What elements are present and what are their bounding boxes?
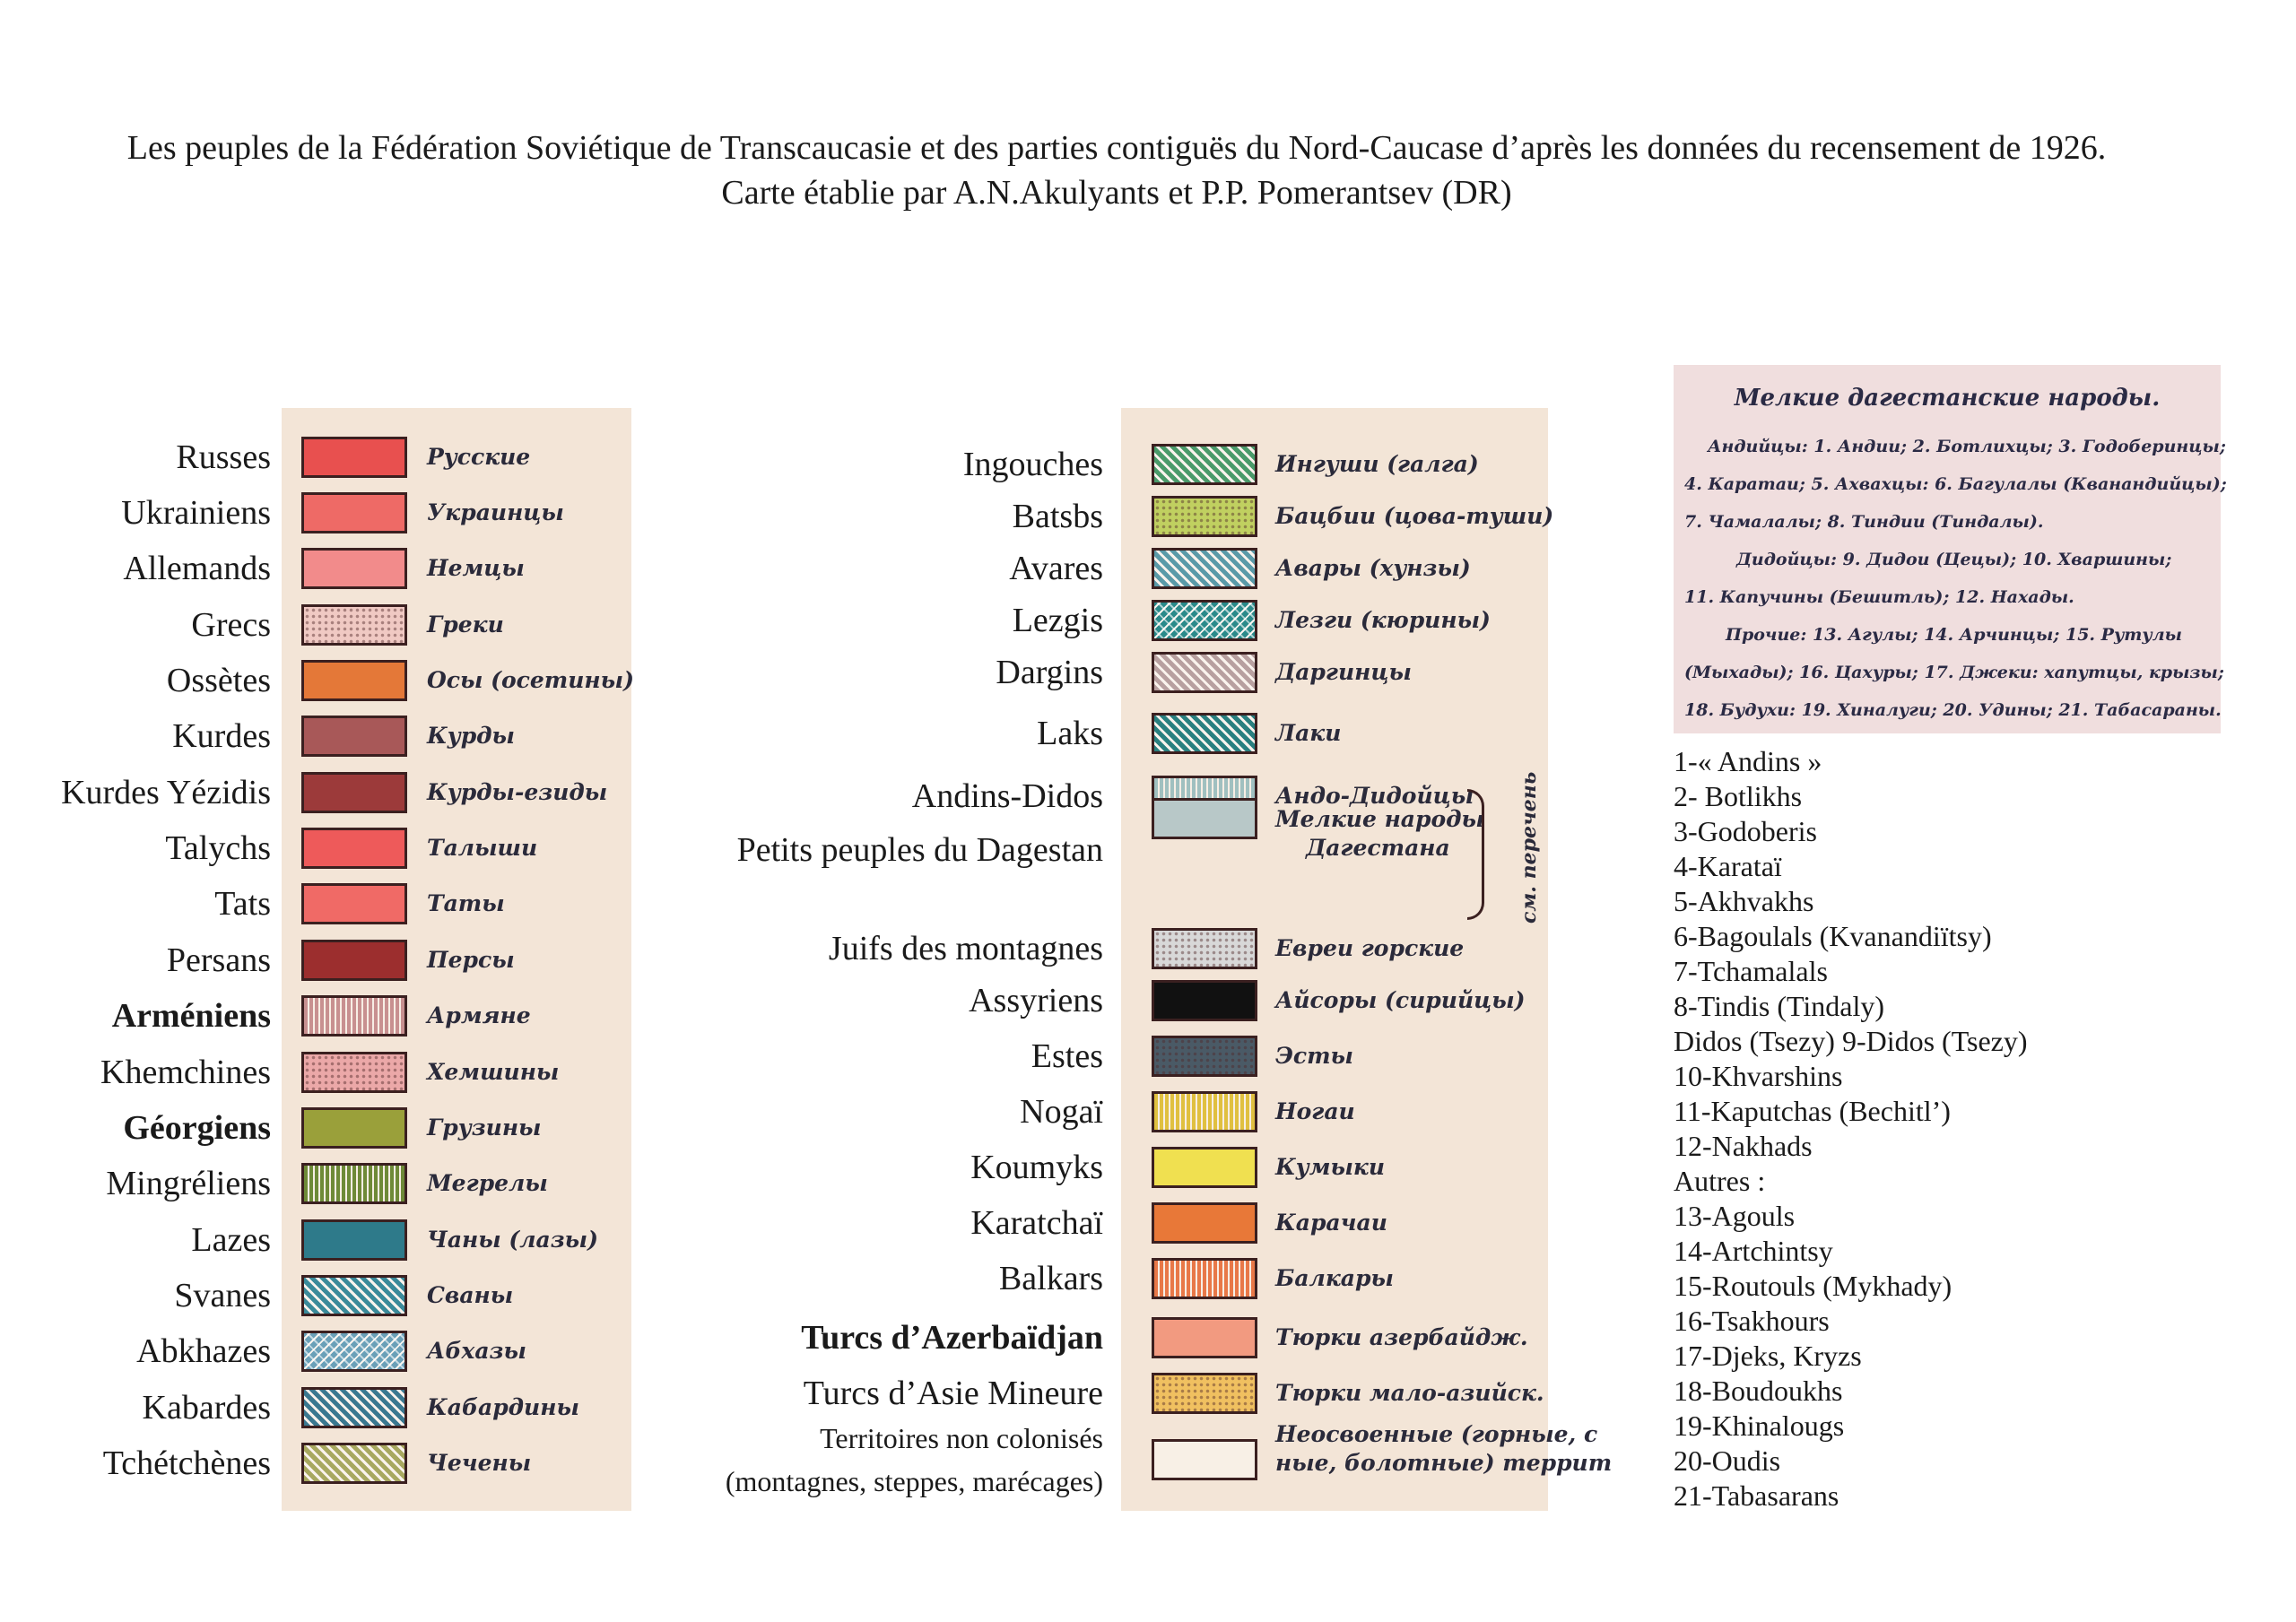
legend-label-ru: Карачаи (1275, 1210, 1387, 1236)
legend-label-fr: Arméniens (111, 997, 271, 1035)
legend-label-fr: Khemchines (100, 1054, 271, 1091)
legend-label-fr: Ukrainiens (121, 494, 271, 532)
color-swatch (1152, 652, 1257, 693)
list-item: 8-Tindis (Tindaly) (1674, 990, 1885, 1022)
map-title (0, 126, 2233, 215)
legend-label-fr: Assyriens (969, 982, 1103, 1019)
dagestan-line: (Мыхады); 16. Цахуры; 17. Джеки: хапутцы, крызы; (1684, 663, 2224, 682)
legend-label-ru: Неосвоенные (горные, с (1275, 1421, 1598, 1447)
legend-label-ru: Чечены (427, 1450, 532, 1476)
legend-label-fr: Lazes (191, 1221, 271, 1259)
list-item: 2- Botlikhs (1674, 780, 1803, 812)
legend-label-ru: Даргинцы (1275, 659, 1412, 685)
list-item: 12-Nakhads (1674, 1130, 1813, 1162)
list-item: 13-Agouls (1674, 1200, 1796, 1232)
legend-label-ru: Лезги (кюрины) (1275, 607, 1491, 633)
legend-label-ru: Ногаи (1275, 1098, 1355, 1124)
legend-label-fr: (montagnes, steppes, marécages) (725, 1465, 1103, 1497)
color-swatch (1152, 980, 1257, 1021)
legend-label-ru: Абхазы (427, 1338, 526, 1364)
color-swatch (1152, 548, 1257, 589)
legend-label-ru: Грузины (427, 1115, 542, 1141)
dagestan-line: 7. Чамалалы; 8. Тиндии (Тиндалы). (1684, 512, 2044, 532)
dagestan-line: Дидойцы: 9. Дидои (Цецы); 10. Хваршины; (1736, 550, 2172, 569)
legend-label-ru: ные, болотные) террит (1275, 1450, 1613, 1476)
legend-label-ru: Русские (427, 444, 531, 470)
color-swatch (301, 883, 407, 924)
legend-label-fr: Laks (1037, 715, 1103, 752)
dagestan-line: 4. Каратаи; 5. Ахвахцы: 6. Багулалы (Кванандийцы); (1684, 474, 2227, 494)
color-swatch (1152, 1091, 1257, 1132)
legend-label-fr: Balkars (998, 1260, 1103, 1297)
dagestan-peoples-list (1674, 744, 2028, 1514)
legend-label-ru: Бацбии (цова-туши) (1275, 503, 1554, 529)
brace-note: см. перечень (1518, 771, 1541, 924)
legend-label-fr: Kurdes Yézidis (61, 774, 271, 811)
legend-label-fr: Andins-Didos (911, 777, 1103, 815)
legend-label-ru: Айсоры (сирийцы) (1275, 987, 1526, 1013)
legend-label-fr: Juifs des montagnes (828, 930, 1103, 967)
color-swatch (1152, 444, 1257, 485)
legend-label-ru: Эсты (1275, 1043, 1353, 1069)
list-item: 5-Akhvakhs (1674, 885, 1814, 917)
legend-label-ru: Тюрки азербайдж. (1275, 1324, 1528, 1350)
list-item: 17-Djeks, Kryzs (1674, 1340, 1862, 1372)
color-swatch (1152, 1147, 1257, 1188)
legend-label-ru: Хемшины (427, 1059, 560, 1085)
legend-label-fr: Allemands (123, 550, 271, 587)
legend-label-ru: Балкары (1275, 1265, 1394, 1291)
legend-label-ru: Чаны (лазы) (427, 1227, 598, 1253)
list-item: Didos (Tsezy) 9-Didos (Tsezy) (1674, 1025, 2028, 1057)
legend-label-ru: Лаки (1275, 720, 1342, 746)
legend-label-fr: Batsbs (1012, 498, 1103, 535)
legend-label-ru: Дагестана (1306, 835, 1450, 861)
legend-label-ru: Курды-езиды (427, 779, 608, 805)
legend-label-ru: Осы (осетины) (427, 667, 634, 693)
legend-label-ru: Мегрелы (427, 1170, 548, 1196)
color-swatch (1152, 496, 1257, 537)
legend-label-fr: Karatchaï (970, 1204, 1103, 1242)
legend-label-fr: Tats (214, 885, 271, 923)
dagestan-line: 11. Капучины (Бешитль); 12. Нахады. (1684, 587, 2074, 607)
color-swatch (1152, 713, 1257, 754)
legend-label-ru: Армяне (427, 1002, 531, 1028)
legend-label-fr: Lezgis (1012, 602, 1103, 639)
title-line-1: Les peuples de la Fédération Soviétique de Transcaucasie et des parties contiguës du Nord-Caucase d’après les données du recensement de 1926. (126, 129, 2107, 167)
legend-label-ru: Мелкие народы (1275, 806, 1484, 832)
dagestan-note-panel (1674, 365, 2227, 733)
list-item: 18-Boudoukhs (1674, 1375, 1843, 1407)
color-swatch (1152, 600, 1257, 641)
color-swatch (1152, 1202, 1257, 1244)
legend-label-fr: Turcs d’Azerbaïdjan (801, 1319, 1103, 1357)
legend-label-fr: Talychs (165, 829, 271, 867)
legend-label-ru: Греки (427, 612, 504, 638)
legend-label-fr: Turcs d’Asie Mineure (803, 1375, 1103, 1412)
list-item: 4-Karataï (1674, 850, 1782, 882)
legend-label-ru: Сваны (427, 1282, 514, 1308)
legend-label-fr: Ossètes (166, 662, 271, 699)
legend-label-fr: Russes (176, 438, 271, 476)
legend-label-ru: Кумыки (1275, 1154, 1385, 1180)
dagestan-note-title: Мелкие дагестанские народы. (1734, 385, 2161, 412)
legend-label-fr: Kurdes (172, 717, 271, 755)
list-item: 7-Tchamalals (1674, 955, 1828, 987)
legend-label-fr: Dargins (996, 654, 1103, 691)
legend-label-fr: Territoires non colonisés (820, 1422, 1103, 1454)
list-item: 3-Godoberis (1674, 815, 1817, 847)
legend-label-fr: Estes (1031, 1037, 1103, 1075)
legend-label-fr: Tchétchènes (102, 1444, 271, 1482)
legend-label-ru: Кабардины (427, 1394, 579, 1420)
legend-label-ru: Таты (427, 890, 505, 916)
list-item: 14-Artchintsy (1674, 1235, 1833, 1267)
list-item: Autres : (1674, 1165, 1766, 1197)
legend-label-ru: Украинцы (427, 499, 564, 525)
title-line-2: Carte établie par A.N.Akulyants et P.P. Pomerantsev (DR) (721, 174, 1512, 212)
legend-label-ru: Авары (хунзы) (1275, 555, 1471, 581)
dagestan-line: Андийцы: 1. Андии; 2. Ботлихцы; 3. Годоберинцы; (1708, 437, 2226, 456)
color-swatch (1152, 1373, 1257, 1414)
legend-label-fr: Koumyks (970, 1149, 1103, 1186)
list-item: 11-Kaputchas (Bechitl’) (1674, 1095, 1951, 1127)
list-item: 19-Khinalougs (1674, 1409, 1845, 1442)
list-item: 1-« Andins » (1674, 745, 1822, 777)
legend-label-ru: Курды (427, 723, 515, 749)
list-item: 21-Tabasarans (1674, 1479, 1839, 1512)
list-item: 16-Tsakhours (1674, 1305, 1830, 1337)
legend-label-fr: Nogaï (1020, 1093, 1103, 1131)
legend-label-fr: Abkhazes (136, 1332, 271, 1370)
legend-label-ru: Андо-Дидойцы (1275, 783, 1474, 809)
color-swatch (1152, 1439, 1257, 1480)
color-swatch (1152, 1036, 1257, 1077)
list-item: 6-Bagoulals (Kvanandiïtsy) (1674, 920, 1992, 952)
legend-label-fr: Grecs (191, 606, 271, 644)
list-item: 15-Routouls (Mykhady) (1674, 1270, 1952, 1302)
legend-label-fr: Petits peuples du Dagestan (736, 831, 1103, 869)
legend-label-fr: Persans (166, 941, 271, 979)
legend-label-ru: Персы (427, 947, 515, 973)
legend-label-fr: Kabardes (142, 1389, 271, 1427)
legend-label-ru: Немцы (427, 555, 525, 581)
color-swatch (1152, 798, 1257, 839)
color-swatch (1152, 1317, 1257, 1358)
legend-label-fr: Mingréliens (106, 1165, 271, 1202)
legend-label-fr: Avares (1009, 550, 1103, 587)
list-item: 10-Khvarshins (1674, 1060, 1843, 1092)
color-swatch (1152, 1258, 1257, 1299)
legend-label-fr: Géorgiens (123, 1109, 271, 1147)
color-swatch (1152, 928, 1257, 969)
legend-label-ru: Талыши (427, 835, 538, 861)
legend-label-ru: Евреи горские (1275, 935, 1465, 961)
list-item: 20-Oudis (1674, 1444, 1781, 1477)
dagestan-line: 18. Будухи: 19. Хиналуги; 20. Удины; 21. Табасараны. (1684, 700, 2222, 720)
legend-label-ru: Ингуши (галга) (1275, 451, 1479, 477)
dagestan-line: Прочие: 13. Агулы; 14. Арчинцы; 15. Рутулы (1726, 625, 2183, 645)
legend-label-ru: Тюрки мало-азийск. (1275, 1380, 1544, 1406)
legend-label-fr: Ingouches (962, 446, 1103, 483)
legend-label-fr: Svanes (174, 1277, 271, 1314)
dagestan-brace (1467, 789, 1484, 920)
